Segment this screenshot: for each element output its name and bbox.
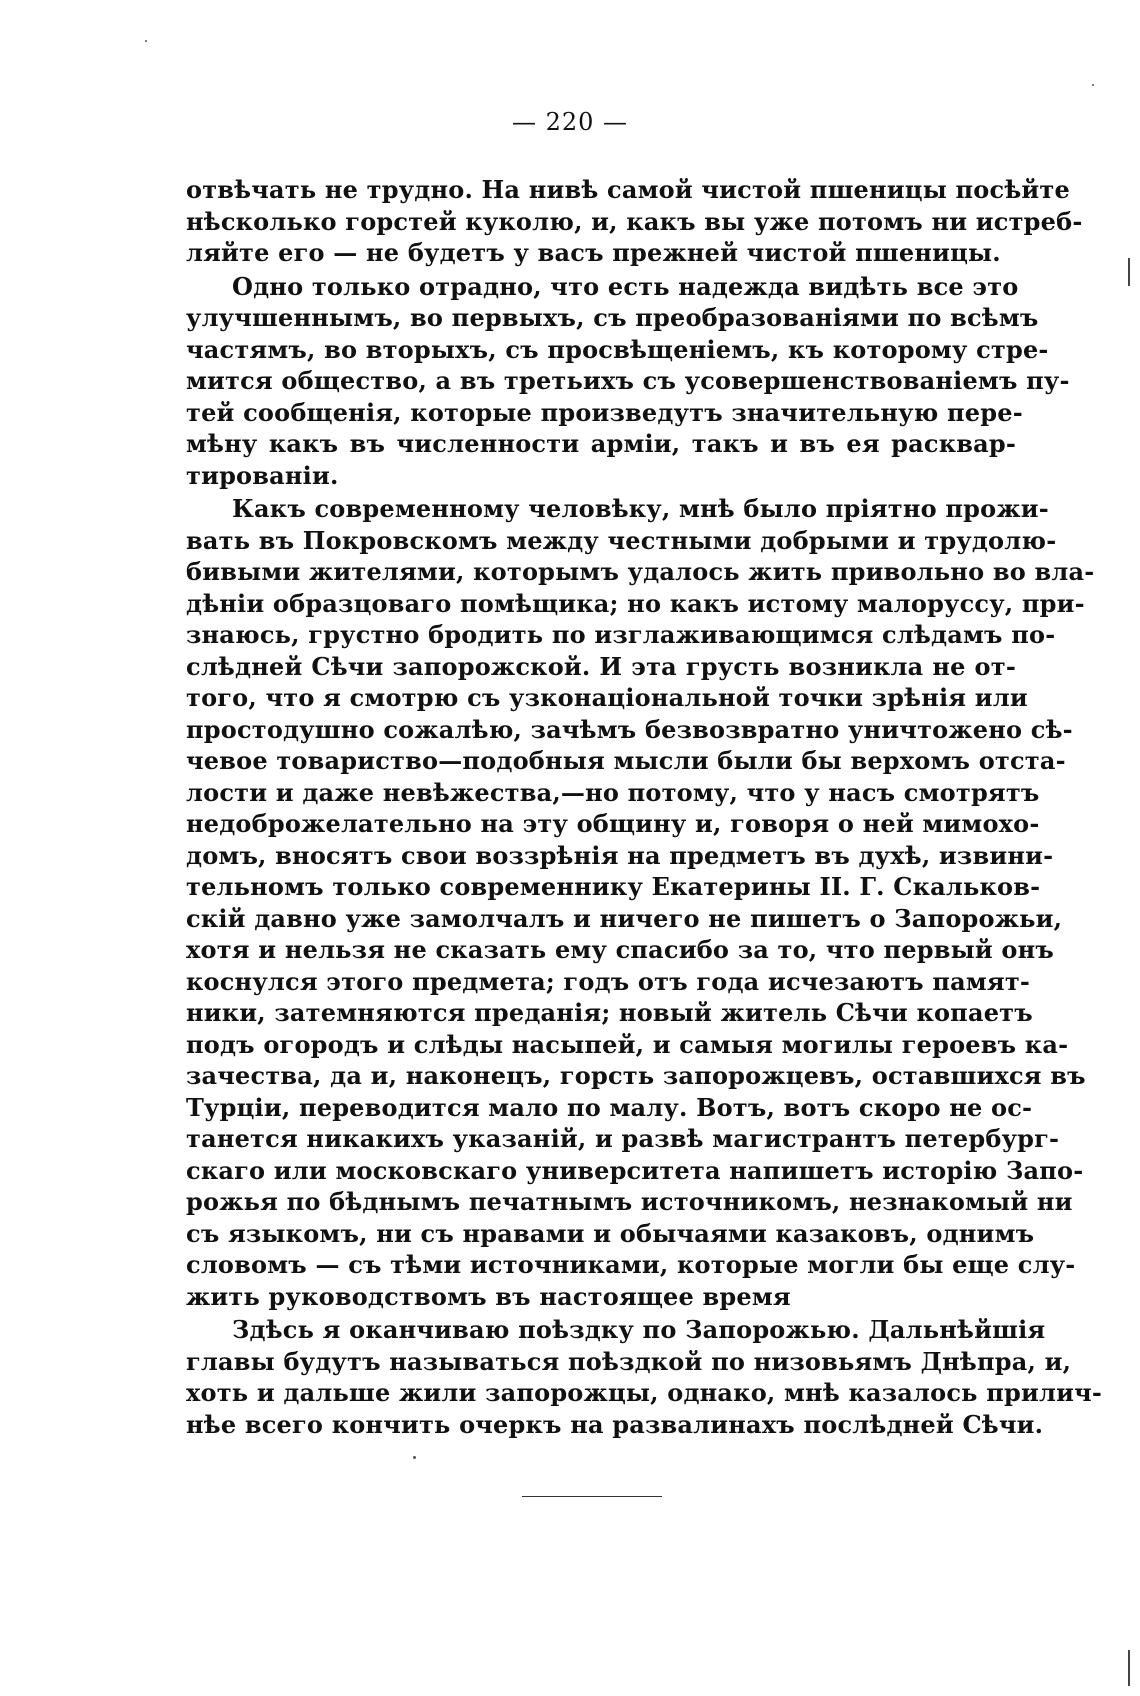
scan-speck [413, 1456, 416, 1459]
body-text [186, 174, 1102, 1440]
paragraph-1 [186, 174, 1083, 269]
paragraph-4 [186, 1314, 1102, 1440]
text-line: частямъ, во вторыхъ, съ просвѣщеніемъ, къ которому стре- [186, 334, 1049, 364]
text-line: домъ, вносятъ свои воззрѣнія на предметъ въ духѣ, извини- [186, 840, 1054, 870]
section-end-rule [522, 1496, 662, 1497]
paragraph-3 [186, 493, 1095, 1312]
text-line: съ языкомъ, ни съ нравами и обычаями казаковъ, однимъ [186, 1218, 1035, 1248]
text-line: нѣсколько горстей куколю, и, какъ вы уже потомъ ни истреб- [186, 206, 1083, 236]
text-line: жить руководствомъ въ настоящее время [186, 1281, 791, 1311]
text-line: коснулся этого предмета; годъ отъ года исчезаютъ памят- [186, 966, 1031, 996]
text-line: мѣну какъ въ численности арміи, такъ и въ ея расквар- [186, 429, 1016, 458]
text-line: улучшеннымъ, во первыхъ, съ преобразованіями по всѣмъ [186, 303, 1039, 332]
text-line: главы будутъ называться поѣздкой по низовьямъ Днѣпра, и, [186, 1346, 1072, 1376]
text-line: того, что я смотрю съ узконаціональной точки зрѣнія или [186, 683, 1028, 712]
text-line: недоброжелательно на эту общину и, говоря о ней мимохо- [186, 809, 1040, 838]
text-line: нѣе всего кончить очеркъ на развалинахъ послѣдней Сѣчи. [186, 1409, 1044, 1439]
text-line: отвѣчать не трудно. На нивѣ самой чистой пшеницы посѣйте [186, 175, 1070, 204]
text-line: ники, затемняются преданія; новый житель Сѣчи копаетъ [186, 998, 1033, 1027]
text-line: чевое товариство—подобныя мысли были бы верхомъ отста- [186, 746, 1066, 775]
text-line: тированіи. [186, 460, 339, 490]
text-line: тей сообщенія, которые произведутъ значительную пере- [186, 397, 1023, 427]
text-line: лости и даже невѣжества,—но потому, что у насъ смотрятъ [186, 777, 1040, 807]
text-line: бивыми жителями, которымъ удалось жить привольно во вла- [186, 557, 1095, 586]
paragraph-2 [186, 271, 1070, 492]
text-line: ляйте его — не будетъ у васъ прежней чистой пшеницы. [186, 238, 1001, 267]
text-line: Одно только отрадно, что есть надежда видѣть все это [232, 271, 1019, 301]
text-line: словомъ — съ тѣми источниками, которые могли бы еще слу- [186, 1250, 1076, 1279]
text-line: танется никакихъ указаній, и развѣ магистрантъ петербург- [186, 1124, 1060, 1153]
text-line: знаюсь, грустно бродить по изглаживающимся слѣдамъ по- [186, 620, 1056, 649]
text-line: тельномъ только современнику Екатерины II. Г. Скальков- [186, 872, 1041, 901]
scan-speck [1092, 84, 1094, 86]
text-line: Здѣсь я оканчиваю поѣздку по Запорожью. Дальнѣйшія [232, 1315, 1046, 1344]
text-line: дѣніи образцоваго помѣщика; но какъ истому малоруссу, при- [186, 588, 1085, 618]
page-number: — 220 — [511, 108, 629, 136]
text-line: вать въ Покровскомъ между честными добрыми и трудолю- [186, 525, 1057, 555]
text-line: скій давно уже замолчалъ и ничего не пишетъ о Запорожьи, [186, 903, 1063, 933]
text-line: хоть и дальше жили запорожцы, однако, мнѣ казалось прилич- [186, 1378, 1102, 1407]
scan-edge-mark [1128, 258, 1130, 286]
scan-edge-mark [1128, 1650, 1130, 1686]
text-line: простодушно сожалѣю, зачѣмъ безвозвратно уничтожено сѣ- [186, 714, 1073, 744]
text-line: рожья по бѣднымъ печатнымъ источникомъ, незнакомый ни [186, 1187, 1073, 1216]
text-line: Какъ современному человѣку, мнѣ было пріятно прожи- [232, 494, 1049, 523]
text-line: хотя и нельзя не сказать ему спасибо за то, что первый онъ [186, 935, 1055, 964]
text-line: слѣдней Сѣчи запорожской. И эта грусть возникла не от- [186, 651, 1016, 681]
text-line: Турціи, переводится мало по малу. Вотъ, вотъ скоро не ос- [186, 1092, 1033, 1122]
text-line: подъ огородъ и слѣды насыпей, и самыя могилы героевъ ка- [186, 1029, 1069, 1059]
text-line: зачества, да и, наконецъ, горсть запорожцевъ, оставшихся въ [186, 1061, 1086, 1090]
text-line: скаго или московскаго университета напишетъ исторію Запо- [186, 1155, 1084, 1185]
text-line: мится общество, а въ третьихъ съ усовершенствованіемъ пу- [186, 366, 1070, 395]
scan-speck [145, 40, 147, 42]
